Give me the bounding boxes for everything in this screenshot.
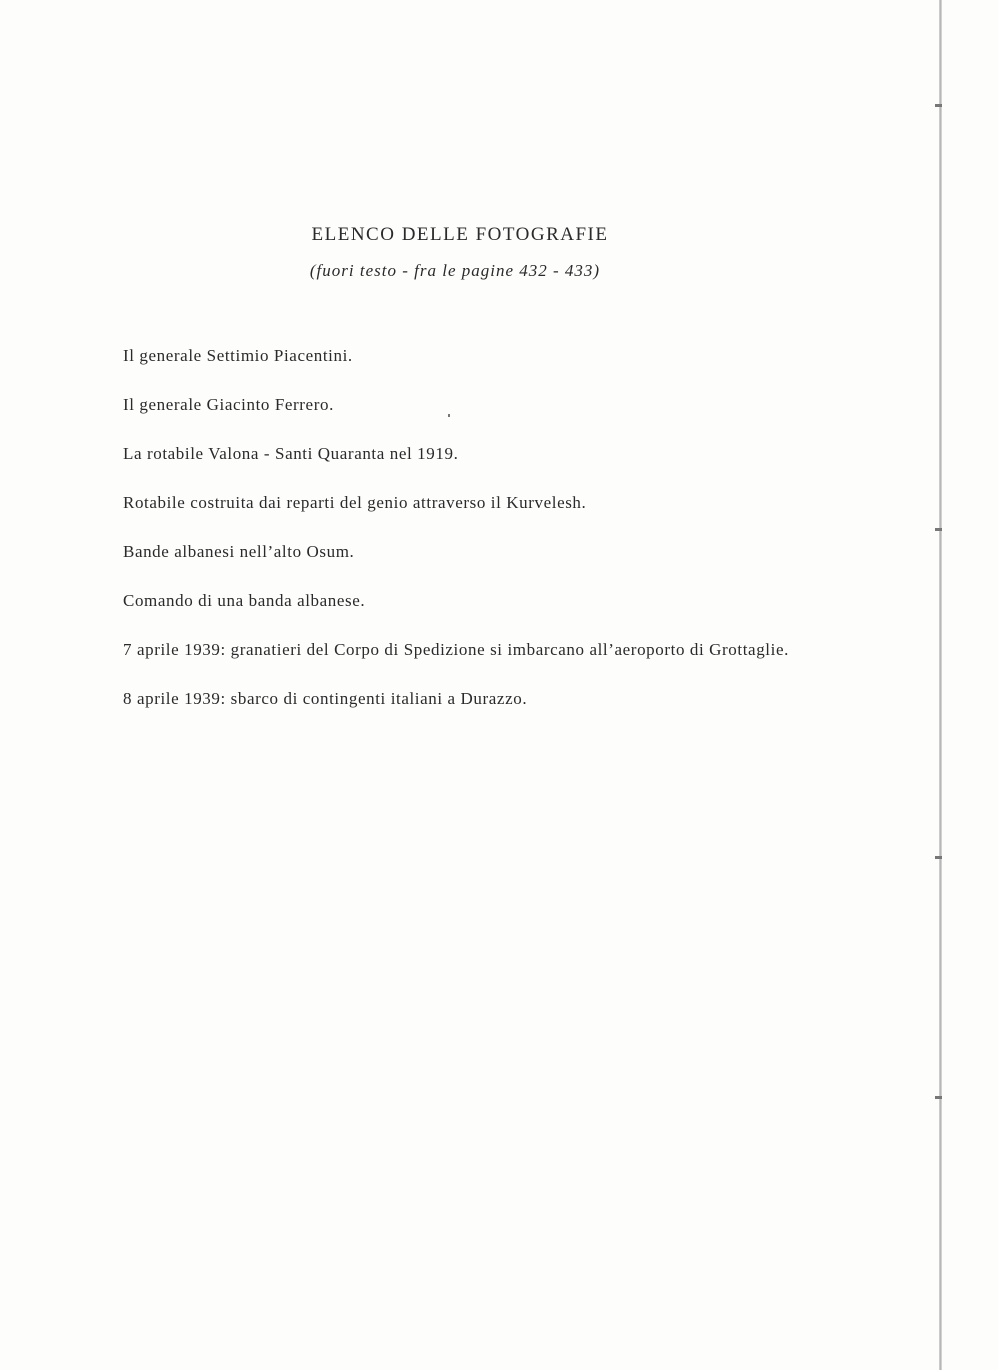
list-item: Comando di una banda albanese. [123,591,366,610]
page-title: ELENCO DELLE FOTOGRAFIE [311,224,609,245]
edge-mark [935,104,942,107]
list-item: 8 aprile 1939: sbarco di contingenti italiani a Durazzo. [123,689,528,708]
list-item: Rotabile costruita dai reparti del genio attraverso il Kurvelesh. [123,493,587,512]
page-binding-edge [939,0,942,1370]
list-item: Il generale Giacinto Ferrero. [123,395,334,414]
edge-mark [935,1096,942,1099]
edge-mark [935,856,942,859]
page-subtitle: (fuori testo - fra le pagine 432 - 433) [309,261,601,280]
photo-list [123,346,813,738]
list-item: Il generale Settimio Piacentini. [123,346,353,365]
paper-speck [448,414,450,417]
list-item: Bande albanesi nell’alto Osum. [123,542,355,561]
list-item: La rotabile Valona - Santi Quaranta nel 1919. [123,444,459,463]
list-item: 7 aprile 1939: granatieri del Corpo di Spedizione si imbarcano all’aeroporto di Grottaglie. [123,640,789,659]
edge-mark [935,528,942,531]
